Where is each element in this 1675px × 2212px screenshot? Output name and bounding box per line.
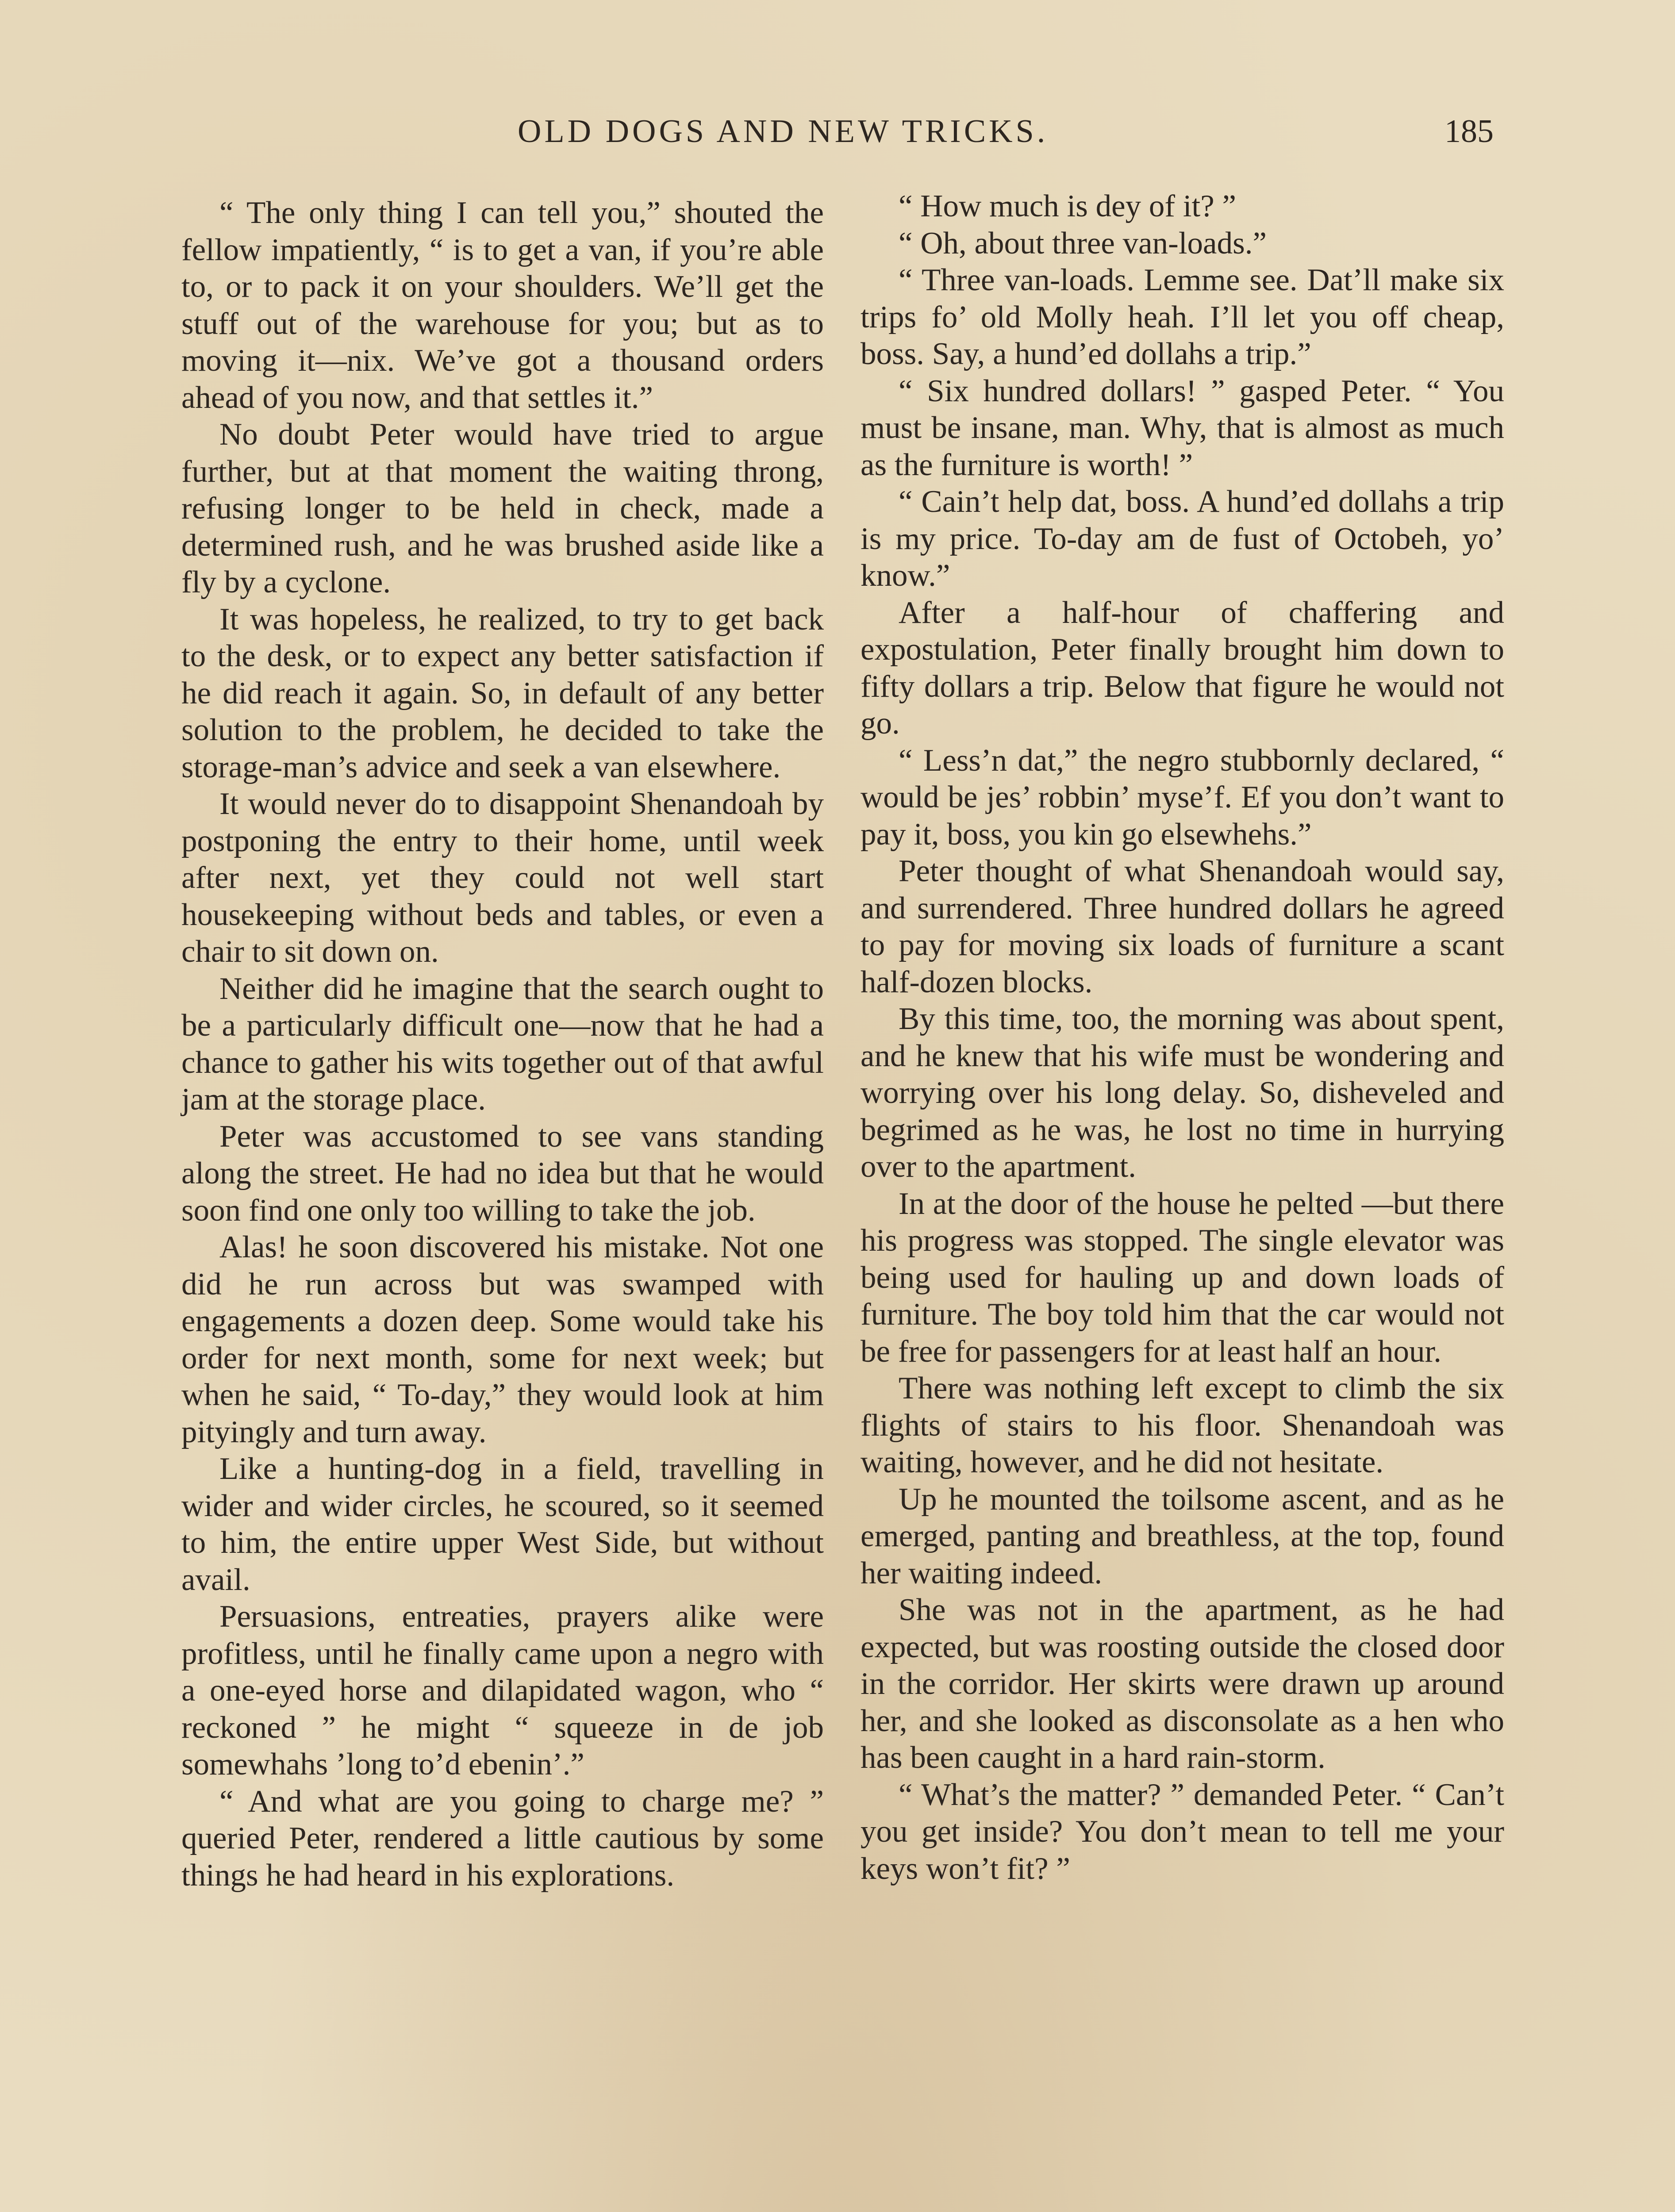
paragraph: It was hopeless, he realized, to try to get back to the desk, or to expect any better satisfaction if he did reach it again. So, in default of any better solution to the problem, he decided to take the storage-man’s advice and seek a van elsewhere. <box>181 602 824 784</box>
paragraph: Up he mounted the toilsome ascent, and as he emerged, panting and breathless, at the top, found her waiting indeed. <box>861 1482 1504 1590</box>
paragraph: “ Cain’t help dat, boss. A hund’ed dollahs a trip is my price. To-day am de fust of Octobeh, yo’ know.” <box>861 484 1504 593</box>
paragraph: “ How much is dey of it? ” <box>899 189 1237 223</box>
paragraph: Persuasions, entreaties, prayers alike were profitless, until he finally came upon a negro with a one-eyed horse and dilapidated wagon, who “ reckoned ” he might “ squeeze in de job somewhahs ’long to’d ebenin’.” <box>181 1599 824 1782</box>
paragraph: Neither did he imagine that the search ought to be a particularly difficult one—now that he had a chance to gather his wits together out of that awful jam at the storage place. <box>181 971 824 1117</box>
paragraph: “ The only thing I can tell you,” shouted the fellow impatiently, “ is to get a van, if you’re able to, or to pack it on your shoulders. We’ll get the stuff out of the warehouse for you; but as to moving it—nix. We’ve got a thousand orders ahead of you now, and that settles it.” <box>181 196 824 415</box>
paragraph: She was not in the apartment, as he had expected, but was roosting outside the closed door in the corridor. Her skirts were drawn up around her, and she looked as disconsolate as a hen who has been caught in a hard rain-storm. <box>861 1593 1504 1775</box>
paragraph: In at the door of the house he pelted —but there his progress was stopped. The single elevator was being used for hauling up and down loads of furniture. The boy told him that the car would not be free for passengers for at least half an hour. <box>861 1186 1504 1369</box>
paragraph: Peter thought of what Shenandoah would say, and surrendered. Three hundred dollars he agreed to pay for moving six loads of furniture a scant half-dozen blocks. <box>861 854 1504 999</box>
paragraph: After a half-hour of chaffering and expostulation, Peter finally brought him down to fifty dollars a trip. Below that figure he would not go. <box>861 595 1504 741</box>
left-text-column <box>181 195 824 1894</box>
paragraph: “ Less’n dat,” the negro stubbornly declared, “ would be jes’ robbin’ myse’f. Ef you don’t want to pay it, boss, you kin go elsewhehs.” <box>861 743 1504 852</box>
running-title: OLD DOGS AND NEW TRICKS. <box>518 113 1049 150</box>
paragraph: Peter was accustomed to see vans standing along the street. He had no idea but that he would soon find one only too willing to take the job. <box>181 1119 824 1228</box>
paragraph: “ Oh, about three van-loads.” <box>899 226 1267 261</box>
paragraph: “ And what are you going to charge me? ” queried Peter, rendered a little cautious by some things he had heard in his explorations. <box>181 1784 824 1893</box>
paragraph: “ Three van-loads. Lemme see. Dat’ll make six trips fo’ old Molly heah. I’ll let you off cheap, boss. Say, a hund’ed dollahs a trip.” <box>861 263 1504 371</box>
paragraph: It would never do to disappoint Shenandoah by postponing the entry to their home, until week after next, yet they could not well start housekeeping without beds and tables, or even a chair to sit down on. <box>181 787 824 969</box>
page-number: 185 <box>1444 113 1494 150</box>
paragraph: “ What’s the matter? ” demanded Peter. “ Can’t you get inside? You don’t mean to tell me your keys won’t fit? ” <box>861 1777 1504 1886</box>
right-text-column <box>861 188 1504 1887</box>
paragraph: Like a hunting-dog in a field, travelling in wider and wider circles, he scoured, so it seemed to him, the entire upper West Side, but without avail. <box>181 1452 824 1597</box>
paragraph: “ Six hundred dollars! ” gasped Peter. “ You must be insane, man. Why, that is almost as much as the furniture is worth! ” <box>861 373 1504 482</box>
paragraph: No doubt Peter would have tried to argue further, but at that moment the waiting throng, refusing longer to be held in check, made a determined rush, and he was brushed aside like a fly by a cyclone. <box>181 417 824 599</box>
paragraph: Alas! he soon discovered his mistake. Not one did he run across but was swamped with engagements a dozen deep. Some would take his order for next month, some for next week; but when he said, “ To-day,” they would look at him pityingly and turn away. <box>181 1230 824 1449</box>
paragraph: By this time, too, the morning was about spent, and he knew that his wife must be wondering and worrying over his long delay. So, disheveled and begrimed as he was, he lost no time in hurrying over to the apartment. <box>861 1002 1504 1184</box>
paragraph: There was nothing left except to climb the six flights of stairs to his floor. Shenandoah was waiting, however, and he did not hesitate. <box>861 1371 1504 1479</box>
